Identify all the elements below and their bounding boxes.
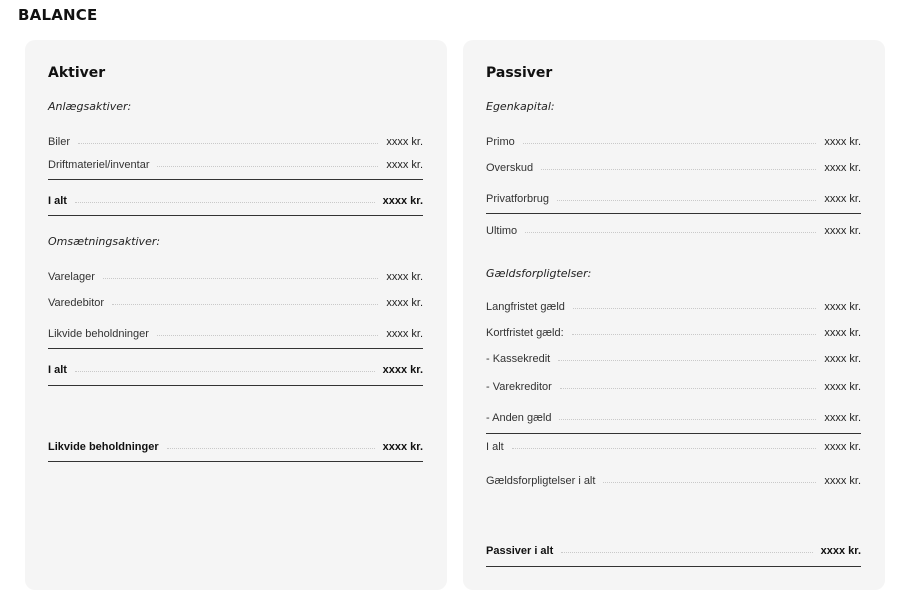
row-oms-total bbox=[48, 362, 423, 378]
row-privatforbrug bbox=[486, 191, 861, 207]
page-title: BALANCE bbox=[18, 6, 98, 24]
row-label: I alt bbox=[48, 364, 67, 376]
row-value: xxxx kr. bbox=[386, 136, 423, 148]
row-varedebitor bbox=[48, 295, 423, 311]
dot-leader bbox=[573, 308, 816, 309]
row-value: xxxx kr. bbox=[824, 327, 861, 339]
row-value: xxxx kr. bbox=[382, 441, 423, 453]
omsaetningsaktiver-label: Omsætningsaktiver: bbox=[48, 235, 161, 248]
row-label: I alt bbox=[486, 441, 504, 453]
row-likvide bbox=[48, 326, 423, 342]
dot-leader bbox=[75, 202, 375, 203]
row-biler bbox=[48, 134, 423, 150]
row-label: Passiver i alt bbox=[486, 545, 554, 557]
row-label: Ultimo bbox=[486, 225, 518, 237]
dot-leader bbox=[103, 278, 378, 279]
divider bbox=[48, 348, 423, 349]
row-value: xxxx kr. bbox=[386, 328, 423, 340]
row-value: xxxx kr. bbox=[824, 225, 861, 237]
dot-leader bbox=[558, 360, 816, 361]
dot-leader bbox=[157, 166, 378, 167]
row-label: - Anden gæld bbox=[486, 412, 552, 424]
divider bbox=[48, 215, 423, 216]
gaeldsforpligtelser-label: Gældsforpligtelser: bbox=[486, 267, 592, 280]
divider bbox=[48, 461, 423, 462]
dot-leader bbox=[559, 419, 816, 420]
row-aktiver-grand-total bbox=[48, 439, 423, 455]
row-label: Likvide beholdninger bbox=[48, 441, 159, 453]
passiver-card bbox=[463, 40, 885, 590]
dot-leader bbox=[541, 169, 816, 170]
dot-leader bbox=[603, 482, 816, 483]
egenkapital-label: Egenkapital: bbox=[486, 100, 555, 113]
row-label: Gældsforpligtelser i alt bbox=[486, 475, 596, 487]
divider bbox=[486, 213, 861, 214]
row-kortfristet bbox=[486, 325, 861, 341]
row-label: Likvide beholdninger bbox=[48, 328, 149, 340]
row-value: xxxx kr. bbox=[824, 193, 861, 205]
row-value: xxxx kr. bbox=[824, 412, 861, 424]
row-value: xxxx kr. bbox=[382, 195, 423, 207]
row-value: xxxx kr. bbox=[824, 441, 861, 453]
row-ultimo bbox=[486, 223, 861, 239]
row-label: Privatforbrug bbox=[486, 193, 549, 205]
row-anlaeg-total bbox=[48, 193, 423, 209]
row-label: Langfristet gæld bbox=[486, 301, 565, 313]
dot-leader bbox=[112, 304, 378, 305]
row-value: xxxx kr. bbox=[824, 475, 861, 487]
row-value: xxxx kr. bbox=[386, 297, 423, 309]
divider bbox=[486, 433, 861, 434]
anlaegsaktiver-label: Anlægsaktiver: bbox=[48, 100, 132, 113]
row-label: Varelager bbox=[48, 271, 95, 283]
divider bbox=[48, 385, 423, 386]
row-label: Primo bbox=[486, 136, 515, 148]
row-kassekredit bbox=[486, 351, 861, 367]
dot-leader bbox=[560, 388, 817, 389]
aktiver-card bbox=[25, 40, 447, 590]
row-value: xxxx kr. bbox=[824, 301, 861, 313]
row-driftmateriel bbox=[48, 157, 423, 173]
dot-leader bbox=[167, 448, 375, 449]
dot-leader bbox=[525, 232, 816, 233]
row-varekreditor bbox=[486, 379, 861, 395]
row-value: xxxx kr. bbox=[820, 545, 861, 557]
row-gaeld-subtotal bbox=[486, 439, 861, 455]
row-value: xxxx kr. bbox=[824, 136, 861, 148]
row-langfristet bbox=[486, 299, 861, 315]
row-label: Overskud bbox=[486, 162, 534, 174]
aktiver-title: Aktiver bbox=[48, 65, 106, 81]
row-label: Driftmateriel/inventar bbox=[48, 159, 150, 171]
row-varelager bbox=[48, 269, 423, 285]
dot-leader bbox=[561, 552, 812, 553]
row-value: xxxx kr. bbox=[824, 353, 861, 365]
row-value: xxxx kr. bbox=[824, 381, 861, 393]
divider bbox=[486, 566, 861, 567]
row-label: I alt bbox=[48, 195, 67, 207]
row-overskud bbox=[486, 160, 861, 176]
row-label: Kortfristet gæld: bbox=[486, 327, 564, 339]
dot-leader bbox=[557, 200, 816, 201]
row-anden-gaeld bbox=[486, 410, 861, 426]
row-primo bbox=[486, 134, 861, 150]
dot-leader bbox=[523, 143, 817, 144]
passiver-title: Passiver bbox=[486, 65, 553, 81]
row-label: - Kassekredit bbox=[486, 353, 551, 365]
dot-leader bbox=[75, 371, 375, 372]
row-passiver-grand-total bbox=[486, 543, 861, 559]
row-label: Biler bbox=[48, 136, 71, 148]
divider bbox=[48, 179, 423, 180]
row-value: xxxx kr. bbox=[824, 162, 861, 174]
row-value: xxxx kr. bbox=[382, 364, 423, 376]
dot-leader bbox=[512, 448, 817, 449]
dot-leader bbox=[78, 143, 378, 144]
dot-leader bbox=[572, 334, 817, 335]
row-label: Varedebitor bbox=[48, 297, 105, 309]
row-gaeld-total bbox=[486, 473, 861, 489]
row-value: xxxx kr. bbox=[386, 159, 423, 171]
row-label: - Varekreditor bbox=[486, 381, 552, 393]
dot-leader bbox=[157, 335, 378, 336]
row-value: xxxx kr. bbox=[386, 271, 423, 283]
